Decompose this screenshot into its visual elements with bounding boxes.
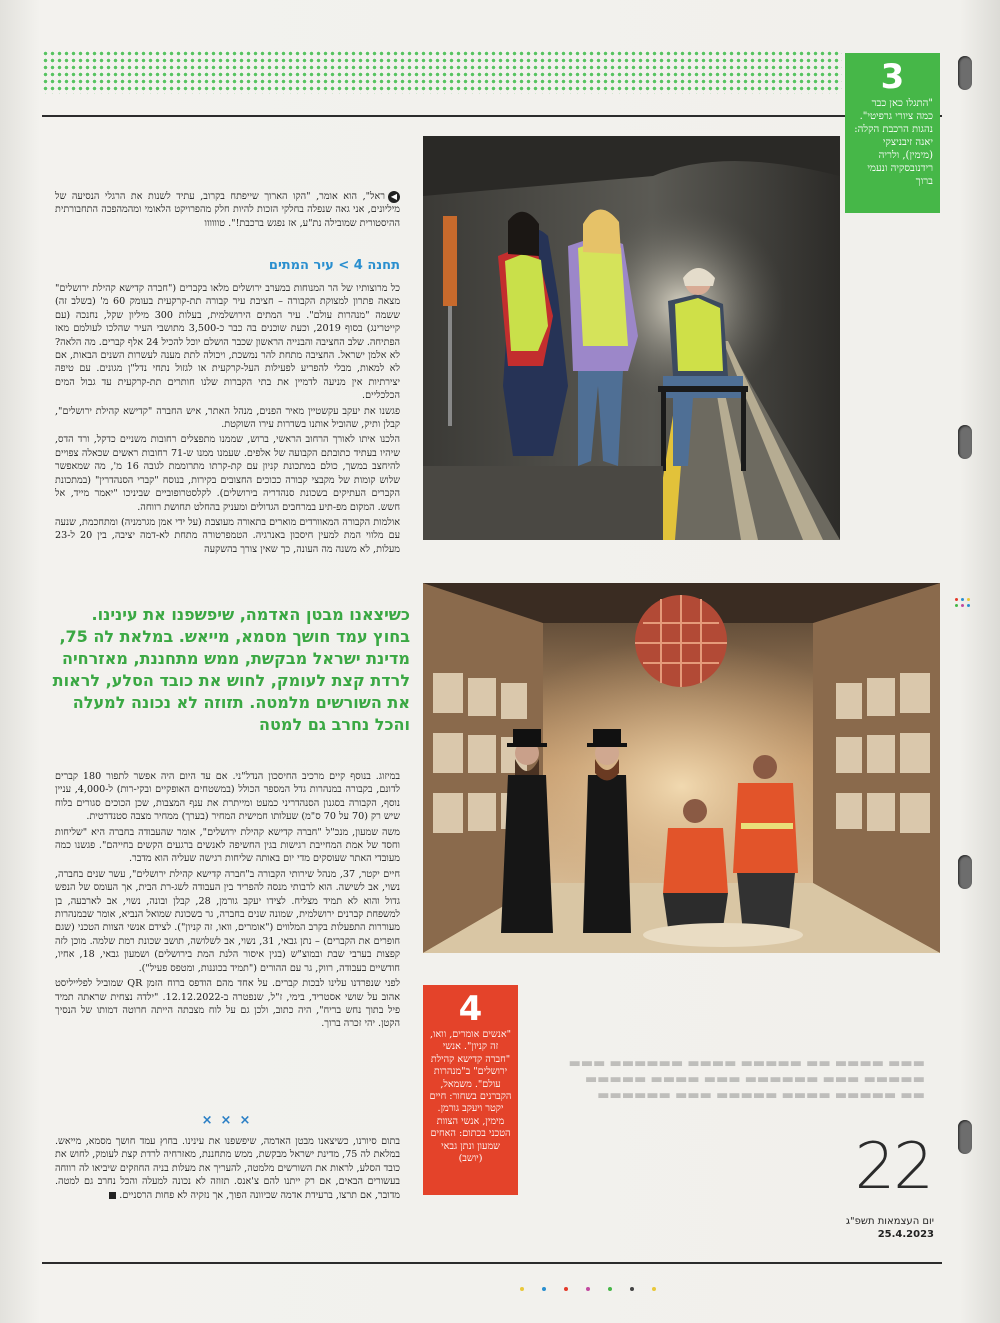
- page-number: 22: [854, 1130, 932, 1204]
- dot-pattern-band: [42, 50, 842, 94]
- bleed-line: ▬▬ ▬▬▬▬▬ ▬▬▬▬ ▬▬▬▬▬ ▬▬▬ ▬▬▬▬▬▬: [597, 1088, 925, 1103]
- intro-paragraph: ראל", הוא אומר, "הקו הארוך שייפתח בקרוב, עתיד לשנות את הרגלי הנסיעה של מיליונים, אני גאה שנפלה בחלקי הזכות להיות חלק מהפרויקט הלאומי ומהמהפכה התחבורתית ההיסטורית שמובילה נת"ע, אז נפגש ברכבת!". טוווווו: [55, 191, 400, 229]
- color-registration-dots: [520, 1287, 680, 1293]
- punch-hole-icon: [958, 855, 972, 889]
- closing-paragraph: בתום סיורנו, כשיצאנו מבטן האדמה, שיפשפנו את עינינו. בחוץ עמד חושך מסמא, מייאש. במלאת לה 75, מדינת ישראל מבקשת, ממש מתחננת, מאזרחיה לרדת קצת לעומק, לחוש את כובד הסלע, לראות את השורשים מלמטה, להעריך את מעלות בניה החוזקים שיביאו לה רווחה בעשורים הבאים, אם רק ייתנו להם צ'אנס. תזוזה לא נכונה למעלה והכל נחרב גם למטה. מדובר, אם תרצו, ברעידת אדמה שכיוונה הפוך, אך נזקיה לא פחות הרסניים.: [55, 1136, 400, 1201]
- end-square-icon: [109, 1192, 116, 1199]
- article-paragraph: לפני שנפרדנו עלינו לבכות קברים. על אחד מהם הודפס ברוח הזמן QR שמוביל לפלייליסט אהוב על שושי אסטריד, בימי, ז"ל, שנפטרה ב-12.12.2022. "ילדה נצחית שראתה תמיד פיל בתוך נחש בריח", היה כתוב, ולכן גם על לוח מצבתה הייתה חרוטה דמותו של הנסיך הקטן. יהי זכרה ברוך.: [55, 978, 400, 1030]
- punch-hole-icon: [958, 56, 972, 90]
- article-paragraph: משה שמעון, מנכ"ל "חברה קדישא קהילת ירושלים", אומר שהעבודה בחברה היא "שליחות וחסד של אמת המחייבת רגישות בגין החשיפה לאנשים ברגעים הקשים בחייהם". פגשנו כמה מעובדי האתר שעוסקים מדי יום באותה שליחות רגישה שעליה הוא מדבר.: [55, 826, 400, 865]
- photo-tunnel-drivers: [423, 136, 840, 540]
- bleed-line: ▬▬▬ ▬▬▬▬ ▬▬ ▬▬▬▬▬ ▬▬▬▬ ▬▬▬▬▬▬ ▬▬▬: [568, 1056, 925, 1071]
- intro-block: [55, 190, 400, 232]
- color-registration-icon: [955, 598, 971, 614]
- article-paragraph: פגשנו את יעקב עקשטיין מאיר הפנים, מנהל האתר, איש החברה "קדישא קהילת ירושלים", קבלן ותיק, שהוביל אותנו בשדרות עירו השוקטת.: [55, 405, 400, 431]
- article-column-lower: [55, 770, 400, 1110]
- section-break: ×××: [201, 1113, 259, 1128]
- closing-block: [55, 1135, 400, 1235]
- continue-arrow-icon: ◀: [388, 191, 400, 203]
- issue-date: 25.4.2023: [877, 1229, 934, 1240]
- article-paragraph: במיזוג. בנוסף קיים מרכיב החיסכון הנדל"ני. אם עד היום היה אפשר לתפור 180 קברים לדונם, בקבורה במנהרות גדל המספר הכולל (במשטחים האופקיים ובקי-רות) ל-4,000, עניין נוסף, הקבורה בסגנון הסנהדריני כמעט ומייתרת את ענף המצבות, שכן הכוכים סגורים בלוח שיש רק (70 על 70 ס"מ) שעלותו חמישית המחיר (בערך) ממחיר מצבה סטנדרטית.: [55, 771, 400, 823]
- bottom-divider: [42, 1262, 942, 1264]
- article-paragraph: הלכנו איתו לאורך הרחוב הראשי, ברוש, שממנו מתפצלים רחובות משניים כדקל, ורד הדס, שיהיו בעתיד כתובתם הקבועה של אלפים. שעמנו ממנו ש-71 רחובות ראשים שכאלה צפויים להיחצב במשך, כולם במתכונת קניון עם קת-קרתו מתרוממת לגובה 16 מ', מה שמאפשר שלוש קומות של מקבצי קבורה ככוכים החצובים בקירות, בנוסח "קברי הסנהדרין" (במתכונת הקברים העתיקים בשכונת סנהדריה בירושלים). לקלסטרופוביים שביניכו "יאמר מייד, אל חשש. המקום מפ-תיע במרחבים הגדולים ומעניק בהחלט תחושת רווחה.: [55, 434, 400, 513]
- bleed-through-area: [530, 1000, 935, 1250]
- article-paragraph: אולמות הקבורה המאוורדים מוארים בתאורה מעוצבת (על ידי אמן מגרמניה) ומתחכמת, שנעה עם מלווי המת למעין חיסכון באנרגיה. הטמפרטורה מתחת לא-דמה יציבה, בין 20 ל-23 מעלות, לא משנה מה העונה, כך שאין צורך בהשקעה: [55, 516, 400, 555]
- photo-caption-3: "התגלו כאן כבר כמה ציורי גרפיטי". נהגות הרכבת הקלה: יאנה זיבניצקי (מימין), ולריה רידנובסקיה ונעמי ברוך: [854, 98, 933, 187]
- issue-name: יום העצמאות תשפ"ג: [845, 1216, 934, 1227]
- photo-burial-tunnels: [423, 583, 940, 953]
- bleed-line: ▬▬▬▬▬ ▬▬▬ ▬▬▬▬▬▬ ▬▬▬ ▬▬▬▬ ▬▬▬▬▬: [584, 1072, 925, 1087]
- photo-caption-4: "אנשים אומרים, וואו, זה קניון". אנשי "חברה קדישא קהילת ירושלים" ב"מנהרות עולם". משמאל, הקברנים בשחור: חיים יקטר ויעקב גורמן. מימין, אנשי הצוות הטכני בכתום: האחים שמעון ונתן גבאי (יושב): [429, 1029, 512, 1165]
- pull-quote: כשיצאנו מבטן האדמה, שיפשפנו את עינינו. בחוץ עמד חושך מסמא, מייאש. במלאת לה 75, מדינת ישראל מבקשת, ממש מתחננת, מאזרחיה לרדת קצת לעומק, לחוש את כובד הסלע, לראות את השורשים מלמטה. תזוזה לא נכונה למעלה והכל נחרב גם למטה: [52, 605, 410, 734]
- article-column-upper: [55, 282, 400, 600]
- article-paragraph: כל מרוצותיו של הר המנוחות במערב ירושלים מלאו בקברים ("חברה קדישא קהילת ירושלים" מצאה פתרון למצוקת הקבורה – חציבת עיר קבורה תת-קרקעית בעומק 60 מ' (בשלב זה) ששמה "מנהרות עולם". עיר המתים הירושלמית, בעלות 300 מיליון שקל, נחנכה (עם קייטרינג) בסוף 2019, וכעת שוכנים בה כבר כ-3,500 מתושבי העיר שהלכו לעולמם מאז הפתיחה. שלב החציבה והבנייה הראשון שכבר הושלם יוכל להכיל 24 אלף קברים. מה הלאה? לא אלמן ישראל. החציבה מתחת להר נמשכת, ויכולה לתת מענה לעשרות השנים הבאות, אם לא למאות, מבלי להפריע לפעילות העל-קרקעית או לגזול נתחי נדל"ן מגונים. עם טיפה יצירתיות אין מניעה לדמיין את בתי הקברות שלנו חותרים תת-קרקעית עד גבול המים הכלכליים.: [55, 283, 400, 402]
- section-number-3: 3: [880, 57, 905, 97]
- top-divider: [42, 115, 942, 117]
- punch-hole-icon: [958, 1120, 972, 1154]
- caption-box-4: [423, 985, 518, 1195]
- issue-label: [822, 1215, 934, 1241]
- caption-box-3: [845, 53, 940, 213]
- punch-hole-icon: [958, 425, 972, 459]
- station-subhead: תחנה 4 > עיר המתים: [268, 258, 400, 273]
- article-paragraph: חיים יקטר, 37, מנהל שירותי הקבורה ב"חברה קדישא קהילת ירושלים", עשר שנים בחברה, נשוי, אב לשישה. הוא לרבותי מנסה להפריד בין העבודה לשג-רת הבית, אך העומס של הנפש גדול והוא לא תמיד מצליח. לצידו יעקב גורמן, 28, קבלן ובונה, נשוי, אב לארבעה, בן למשפחת קברנים ירושלמית, שמונה שנים בחברה, גר בשכונת שמואל הנביא, אומר שבמנהרות מעוררות התפעלות בקרב המלווים ("אומרים, וואו, זה קניון"). לצידם אנשי הצוות הטכני (שגם חופרים את הקברים) – נתן גבאי, 31, נשוי, אב לשלושה, תושב שכונת רמת שלמה. מוכן לזה קפצות בערבי שבת ובמוצ"ש (בגין איסור הלנת המת בירושלים) ושמעון גבאי, 18, אחיו, חודשיים בעבודה, רווק, גר עם ההורים ("תמיד בכוננות, ומטפס פעיל").: [55, 868, 400, 974]
- section-number-4: 4: [458, 989, 483, 1029]
